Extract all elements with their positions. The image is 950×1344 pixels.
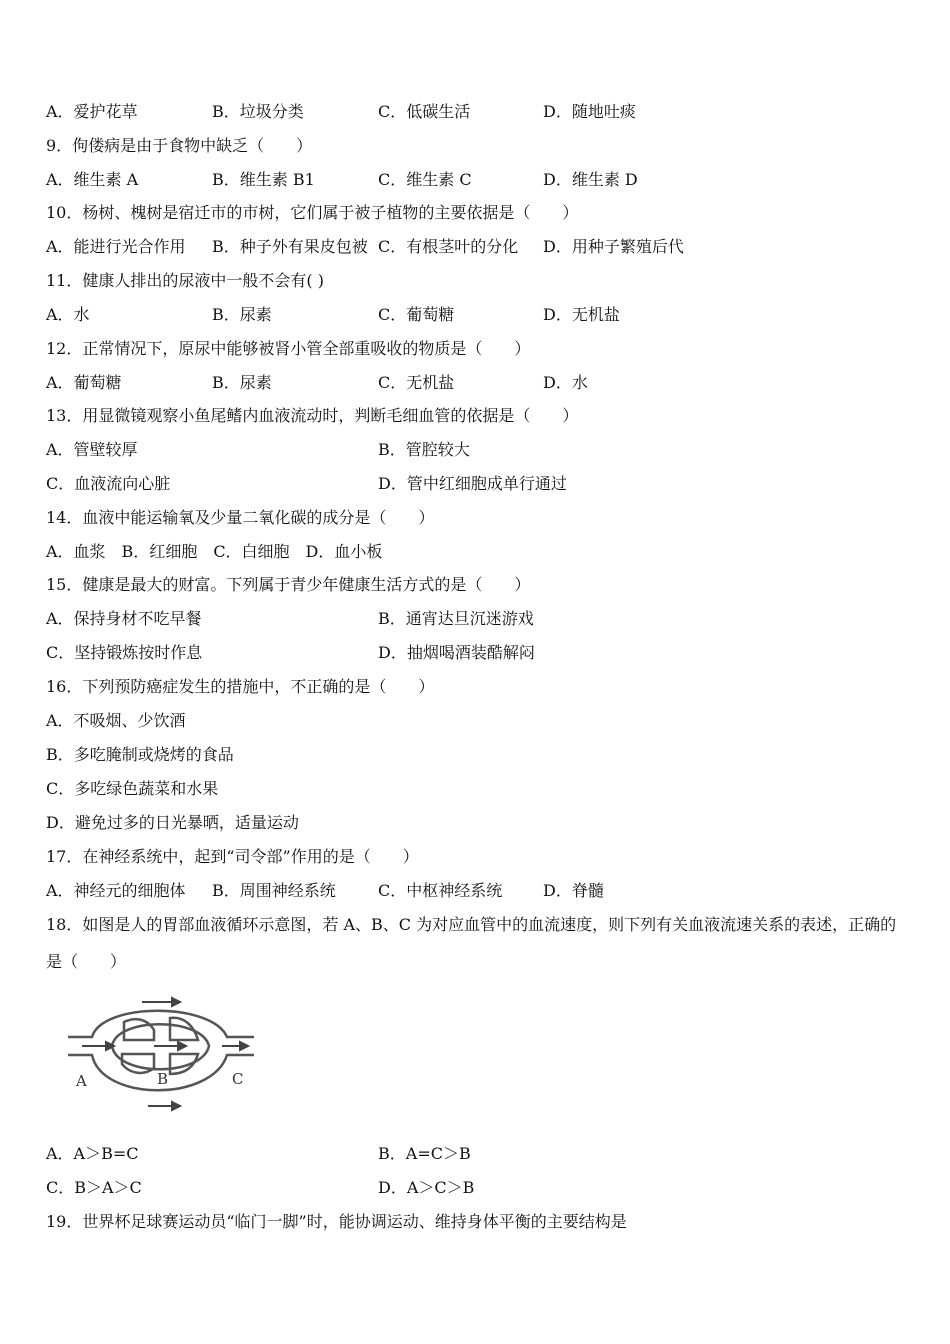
q14-options: A．血浆 B．红细胞 C．白细胞 D．血小板: [46, 542, 383, 561]
q13-option-b: B．管腔较大: [378, 440, 470, 459]
q13-option-c: C．血液流向心脏: [46, 474, 171, 493]
q19-stem: 19．世界杯足球赛运动员“临门一脚”时，能协调运动、维持身体平衡的主要结构是: [46, 1212, 627, 1231]
q16-option-b: B．多吃腌制或烧烤的食品: [46, 745, 234, 764]
label-c: C: [232, 1070, 244, 1088]
q11-option-b: B．尿素: [212, 305, 272, 324]
q10-stem: 10．杨树、槐树是宿迁市的市树，它们属于被子植物的主要依据是（ ）: [46, 203, 579, 222]
q9-option-b: B．维生素 B1: [212, 170, 315, 189]
lower-right-lobe: [170, 1054, 198, 1074]
q16-option-a: A．不吸烟、少饮酒: [46, 711, 186, 730]
q15-stem: 15．健康是最大的财富。下列属于青少年健康生活方式的是（ ）: [46, 575, 531, 594]
upper-right-lobe: [170, 1018, 198, 1040]
q18-option-b: B．A=C＞B: [378, 1144, 471, 1163]
q10-option-b: B．种子外有果皮包被: [212, 237, 368, 256]
q18-stem-line2: 是（ ）: [46, 952, 127, 971]
q9-option-a: A．维生素 A: [46, 170, 139, 189]
q17-option-c: C．中枢神经系统: [378, 881, 503, 900]
q14-stem: 14．血液中能运输氧及少量二氧化碳的成分是（ ）: [46, 508, 435, 527]
q9-stem: 9．佝偻病是由于食物中缺乏（ ）: [46, 136, 313, 155]
q18-option-c: C．B＞A＞C: [46, 1178, 142, 1197]
q8-option-d: D．随地吐痰: [543, 102, 636, 121]
q13-option-a: A．管壁较厚: [46, 440, 138, 459]
q10-option-c: C．有根茎叶的分化: [378, 237, 519, 256]
q18-option-a: A．A＞B=C: [46, 1144, 139, 1163]
q15-option-b: B．通宵达旦沉迷游戏: [378, 609, 534, 628]
q10-option-a: A．能进行光合作用: [46, 237, 186, 256]
q8-option-a: A．爱护花草: [46, 102, 138, 121]
q16-stem: 16．下列预防癌症发生的措施中，不正确的是（ ）: [46, 677, 435, 696]
q17-option-d: D．脊髓: [543, 881, 604, 900]
q15-option-a: A．保持身材不吃早餐: [46, 609, 202, 628]
q9-option-c: C．维生素 C: [378, 170, 472, 189]
q13-stem: 13．用显微镜观察小鱼尾鳍内血液流动时，判断毛细血管的依据是（ ）: [46, 406, 579, 425]
label-a: A: [76, 1072, 87, 1090]
q18-stem-line1: 18．如图是人的胃部血液循环示意图，若 A、B、C 为对应血管中的血流速度，则下列有关血液流速关系的表述，正确的: [46, 915, 897, 934]
q9-option-d: D．维生素 D: [543, 170, 638, 189]
q17-option-b: B．周围神经系统: [212, 881, 336, 900]
q15-option-c: C．坚持锻炼按时作息: [46, 643, 203, 662]
q12-option-a: A．葡萄糖: [46, 373, 122, 392]
q11-option-c: C．葡萄糖: [378, 305, 455, 324]
q10-option-d: D．用种子繁殖后代: [543, 237, 684, 256]
q12-stem: 12．正常情况下，原尿中能够被肾小管全部重吸收的物质是（ ）: [46, 339, 531, 358]
q12-option-d: D．水: [543, 373, 588, 392]
q8-option-c: C．低碳生活: [378, 102, 471, 121]
q8-option-b: B．垃圾分类: [212, 102, 304, 121]
q12-option-c: C．无机盐: [378, 373, 455, 392]
stomach-circulation-diagram: [62, 982, 262, 1122]
q17-stem: 17．在神经系统中，起到“司令部”作用的是（ ）: [46, 847, 419, 866]
q16-option-c: C．多吃绿色蔬菜和水果: [46, 779, 219, 798]
q18-option-d: D．A＞C＞B: [378, 1178, 475, 1197]
q11-option-d: D．无机盐: [543, 305, 620, 324]
q16-option-d: D．避免过多的日光暴晒，适量运动: [46, 813, 299, 832]
q11-option-a: A．水: [46, 305, 90, 324]
q13-option-d: D．管中红细胞成单行通过: [378, 474, 567, 493]
q11-stem: 11．健康人排出的尿液中一般不会有( ): [46, 271, 324, 290]
q12-option-b: B．尿素: [212, 373, 272, 392]
q17-option-a: A．神经元的细胞体: [46, 881, 186, 900]
q15-option-d: D．抽烟喝酒装酷解闷: [378, 643, 535, 662]
label-b: B: [157, 1070, 169, 1088]
